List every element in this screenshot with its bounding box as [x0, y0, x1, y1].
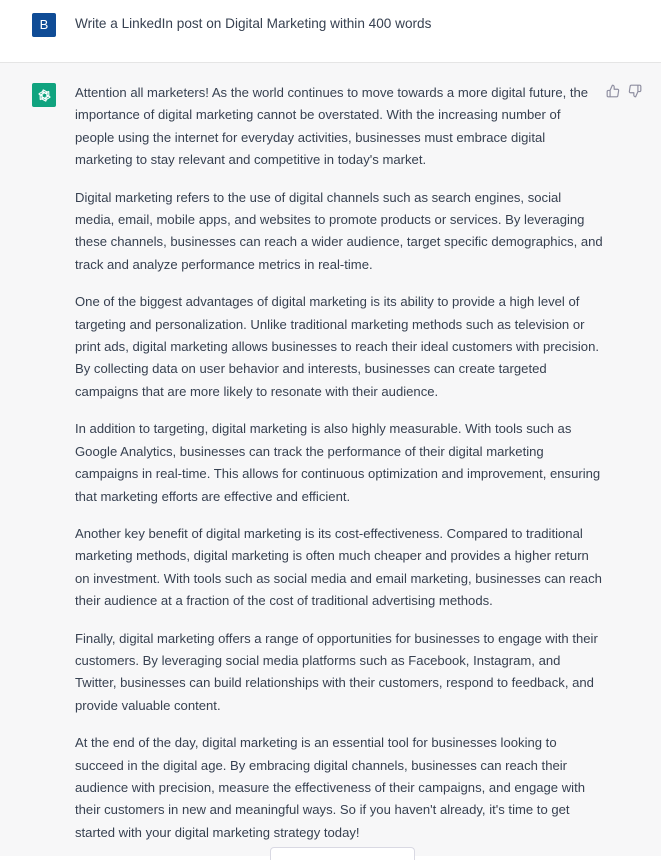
- assistant-response: [75, 82, 603, 859]
- thumbs-up-icon[interactable]: [605, 83, 621, 99]
- assistant-message-row: [0, 63, 661, 856]
- user-message-row: [0, 0, 661, 63]
- user-avatar: B: [32, 13, 56, 37]
- response-paragraph: Another key benefit of digital marketing is its cost-effectiveness. Compared to traditional marketing methods, digital marketing is often much cheaper and provides a higher return on investment. With tools such as social media and email marketing, businesses can reach their audience at a fraction of the cost of traditional advertising methods.: [75, 525, 602, 609]
- response-paragraph: Finally, digital marketing offers a range of opportunities for businesses to engage with their customers. By leveraging social media platforms such as Facebook, Instagram, and Twitter, businesses can build relationships with their customers, respond to feedback, and provide valuable content.: [75, 630, 598, 713]
- regenerate-response-button[interactable]: [270, 847, 415, 860]
- user-prompt-text: Write a LinkedIn post on Digital Marketing within 400 words: [75, 16, 432, 31]
- openai-logo-icon: [32, 83, 56, 107]
- response-paragraph: Attention all marketers! As the world continues to move towards a more digital future, the importance of digital marketing cannot be overstated. With the increasing number of people using the internet for everyday activities, businesses must embrace digital marketing to stay relevant and competitive in today's market.: [75, 85, 589, 168]
- response-paragraph: In addition to targeting, digital marketing is also highly measurable. With tools such as Google Analytics, businesses can track the performance of their digital marketing campaigns in real-time. This allows for continuous optimization and improvement, ensuring that marketing efforts are effective and efficient.: [75, 421, 601, 504]
- response-paragraph: At the end of the day, digital marketing is an essential tool for businesses looking to succeed in the digital age. By embracing digital channels, businesses can reach their audience with precision, measure the effectiveness of their campaigns, and engage with their customers in new and meaningful ways. So if you haven't already, it's time to get started with your digital marketing strategy today!: [75, 735, 585, 840]
- response-paragraph: One of the biggest advantages of digital marketing is its ability to provide a high level of targeting and personalization. Unlike traditional marketing methods such as television or print ads, digital marketing allows businesses to reach their ideal customers with precision. By collecting data on user behavior and interests, businesses can create targeted campaigns that are more likely to resonate with their audience.: [75, 294, 599, 399]
- thumbs-down-icon[interactable]: [627, 83, 643, 99]
- response-paragraph: Digital marketing refers to the use of digital channels such as search engines, social media, email, mobile apps, and websites to promote products or services. By leveraging these channels, businesses can reach a wider audience, target specific demographics, and track and analyze performance metrics in real-time.: [75, 189, 603, 272]
